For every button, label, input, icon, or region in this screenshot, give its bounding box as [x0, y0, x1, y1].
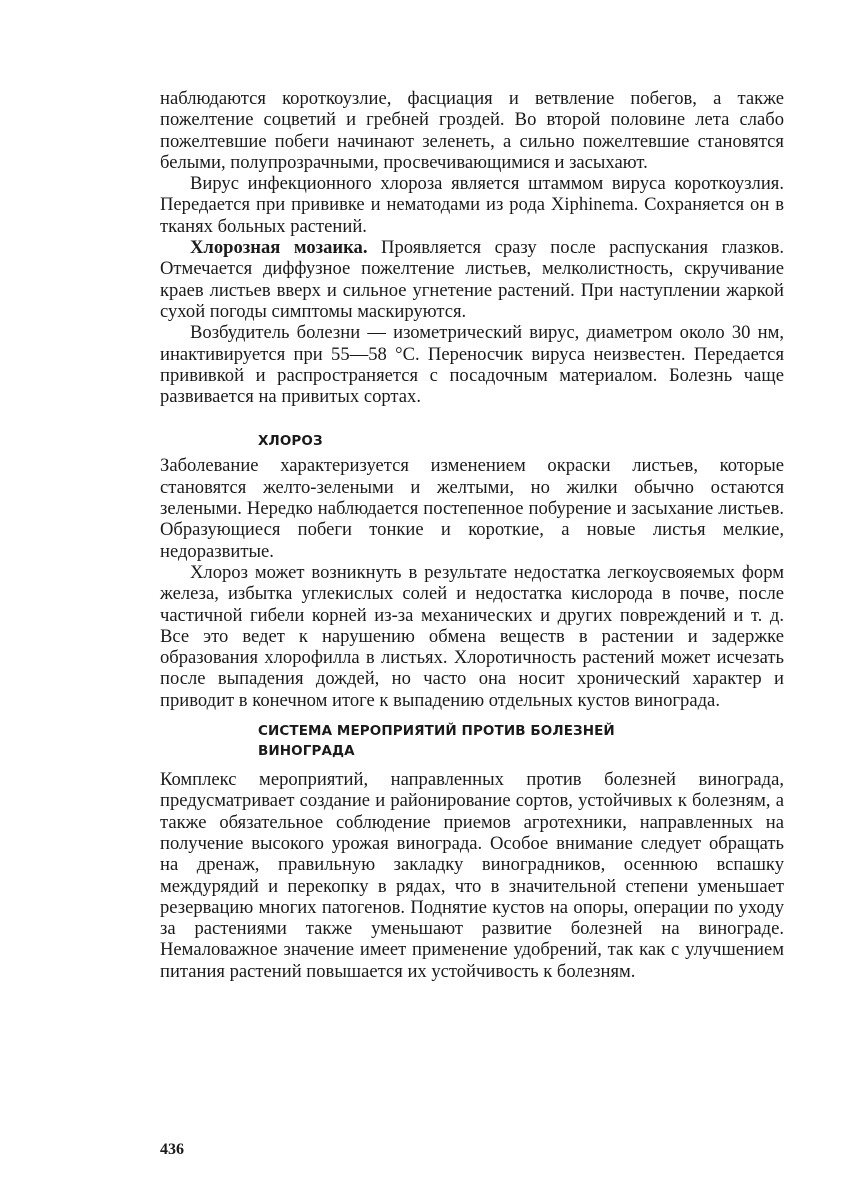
run-in-heading-chlorosis-mosaic: Хлорозная мозаика. [190, 237, 368, 259]
paragraph-7: Комплекс мероприятий, направленных против болезней винограда, предусматривает создание и районирование сортов, устойчивых к болезням, а также обязательное соблюдение приемов агротехники, направленных на получение высокого урожая винограда. Особое внимание следует обращать на дренаж, правильную закладку виноградников, осеннюю вспашку междурядий и перекопку в рядах, что в значительной степени уменьшает резервацию многих патогенов. Поднятие кустов на опоры, операции по уходу за растениями также уменьшают развитие болезней на винограде. Немаловажное значение имеет применение удобрений, так как с улучшением питания растений повышается их устойчивость к болезням. [160, 769, 784, 982]
page-number: 436 [160, 1141, 184, 1158]
section-heading-chlorosis: ХЛОРОЗ [258, 433, 323, 450]
paragraph-2: Вирус инфекционного хлороза является штаммом вируса короткоузлия. Передается при прививке и нематодами из рода Xiphinema. Сохраняется он в тканях больных растений. [160, 173, 784, 237]
paragraph-1: наблюдаются короткоузлие, фасциация и ветвление побегов, а также пожелтение соцветий и гребней гроздей. Во второй половине лета слабо пожелтевшие побеги начинают зеленеть, а сильно пожелтевшие становятся белыми, полупрозрачными, просвечивающимися и засыхают. [160, 88, 784, 173]
paragraph-4: Возбудитель болезни — изометрический вирус, диаметром около 30 нм, инактивируется при 55—58 °С. Переносчик вируса неизвестен. Передается прививкой и распространяется с посадочным материалом. Болезнь чаще развивается на привитых сортах. [160, 322, 784, 408]
paragraph-3 [160, 237, 784, 322]
paragraph-5: Заболевание характеризуется изменением окраски листьев, которые становятся желто-зелеными и желтыми, но жилки обычно остаются зелеными. Нередко наблюдается постепенное побурение и засыхание листьев. Образующиеся побеги тонкие и короткие, а новые листья мелкие, недоразвитые. [160, 455, 784, 562]
section-heading-control-system: СИСТЕМА МЕРОПРИЯТИЙ ПРОТИВ БОЛЕЗНЕЙ ВИНОГРАДА [258, 723, 615, 760]
paragraph-6: Хлороз может возникнуть в результате недостатка легкоусвояемых форм железа, избытка углекислых солей и недостатка кислорода в почве, после частичной гибели корней из-за механических и других повреждений и т. д. Все это ведет к нарушению обмена веществ в растении и задержке образования хлорофилла в листьях. Хлоротичность растений может исчезать после выпадения дождей, но часто она носит хронический характер и приводит в конечном итоге к выпадению отдельных кустов винограда. [160, 561, 784, 711]
paragraph-3-text: Проявляется сразу после распускания глазков. Отмечается диффузное пожелтение листьев, мелколистность, скручивание краев листьев вверх и сильное угнетение растений. При наступлении жаркой сухой погоды симптомы маскируются. [160, 237, 785, 322]
page-body [160, 88, 784, 982]
